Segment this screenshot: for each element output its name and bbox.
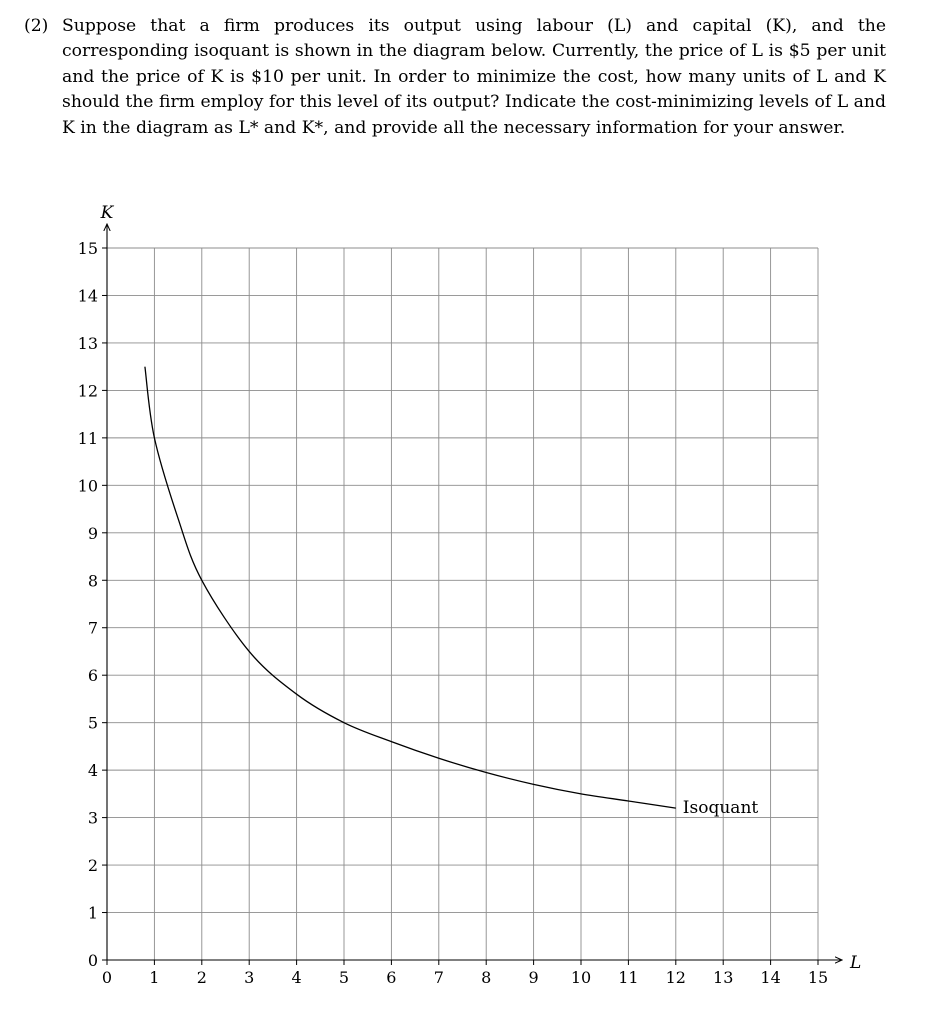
axes xyxy=(102,224,842,965)
question-number: (2) xyxy=(24,16,49,36)
y-tick-label: 13 xyxy=(77,333,98,353)
x-tick-label: 15 xyxy=(807,968,829,987)
x-tick-label: 10 xyxy=(570,968,592,987)
y-tick-label: 3 xyxy=(87,808,98,828)
question-block xyxy=(24,14,886,141)
y-tick-label: 15 xyxy=(77,239,98,258)
x-tick-label: 3 xyxy=(244,968,255,987)
y-tick-label: 5 xyxy=(87,713,98,733)
y-tick-label: 4 xyxy=(87,761,98,781)
x-axis-label: L xyxy=(850,953,862,973)
y-tick-label: 2 xyxy=(87,856,98,876)
x-tick-label: 1 xyxy=(149,968,160,987)
x-tick-label: 7 xyxy=(433,968,444,987)
y-tick-label: 12 xyxy=(77,381,98,401)
y-tick-label: 6 xyxy=(87,666,98,686)
y-tick-label: 10 xyxy=(77,476,98,496)
grid xyxy=(107,248,818,960)
x-tick-label: 0 xyxy=(101,968,113,987)
x-tick-label: 6 xyxy=(386,968,397,987)
tick-labels xyxy=(78,203,862,987)
y-tick-label: 14 xyxy=(77,286,98,306)
isoquant-chart xyxy=(0,190,947,1024)
y-tick-label: 1 xyxy=(87,903,98,923)
x-tick-label: 13 xyxy=(713,968,734,987)
y-axis-label: K xyxy=(100,203,114,223)
x-tick-label: 12 xyxy=(665,968,686,987)
y-tick-label: 11 xyxy=(77,428,98,448)
isoquant-curve xyxy=(145,367,676,808)
x-tick-label: 14 xyxy=(760,968,781,987)
x-tick-label: 11 xyxy=(618,968,639,987)
y-tick-label: 8 xyxy=(87,571,98,591)
question-text: Suppose that a firm produces its output using labour (L) and capital (K), and the corresponding isoquant is shown in the diagram below. Currently, the price of L is $5 per unit and the price of K is $10 per unit. In order to minimize the cost, how many units of L and K should the firm employ for this level of its output? Indicate the cost-minimizing levels of L and K in the diagram as L* and K*, and provide all the necessary information for your answer. xyxy=(62,16,886,138)
y-tick-label: 9 xyxy=(87,523,98,543)
x-tick-label: 9 xyxy=(528,968,539,987)
y-tick-label: 0 xyxy=(87,951,98,970)
isoquant-label: Isoquant xyxy=(682,798,759,819)
annotations xyxy=(683,798,759,818)
y-tick-label: 7 xyxy=(87,618,98,638)
x-tick-label: 4 xyxy=(291,968,302,987)
x-tick-label: 8 xyxy=(481,968,492,987)
x-tick-label: 2 xyxy=(196,968,207,987)
series xyxy=(145,367,676,808)
x-tick-label: 5 xyxy=(338,968,350,987)
